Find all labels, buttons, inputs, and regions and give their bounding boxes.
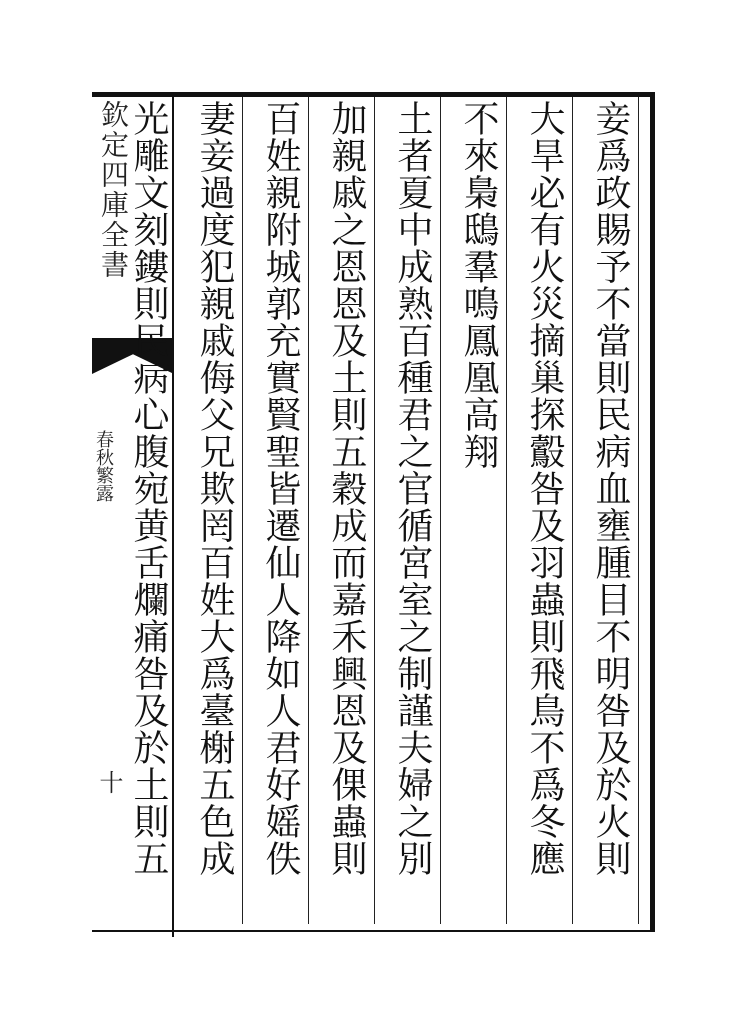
text-column-4: 土者夏中成熟百種君之官循宮室之制謹夫婦之別 (392, 100, 433, 877)
page-number: 十 (95, 770, 123, 794)
book-heading: 欽定四庫全書 (97, 100, 130, 280)
text-column-2: 大旱必有火災摘巢探鷇咎及羽蟲則飛鳥不爲冬應 (524, 100, 565, 877)
text-column-3: 不來梟鴟羣鳴鳳凰高翔 (458, 100, 499, 470)
section-title: 春秋繁露 (93, 430, 114, 502)
text-column-1: 妾爲政賜予不當則民病血壅腫目不明咎及於火則 (590, 100, 631, 877)
text-column-7: 妻妾過度犯親戚侮父兄欺罔百姓大爲臺榭五色成 (194, 100, 235, 877)
text-column-5: 加親戚之恩恩及土則五穀成而嘉禾興恩及倮蟲則 (326, 100, 367, 877)
text-column-6: 百姓親附城郭充實賢聖皆遷仙人降如人君好媱佚 (260, 100, 301, 877)
text-column-8: 光雕文刻鏤則民病心腹宛黄舌爛痛咎及於土則五 (128, 100, 169, 877)
